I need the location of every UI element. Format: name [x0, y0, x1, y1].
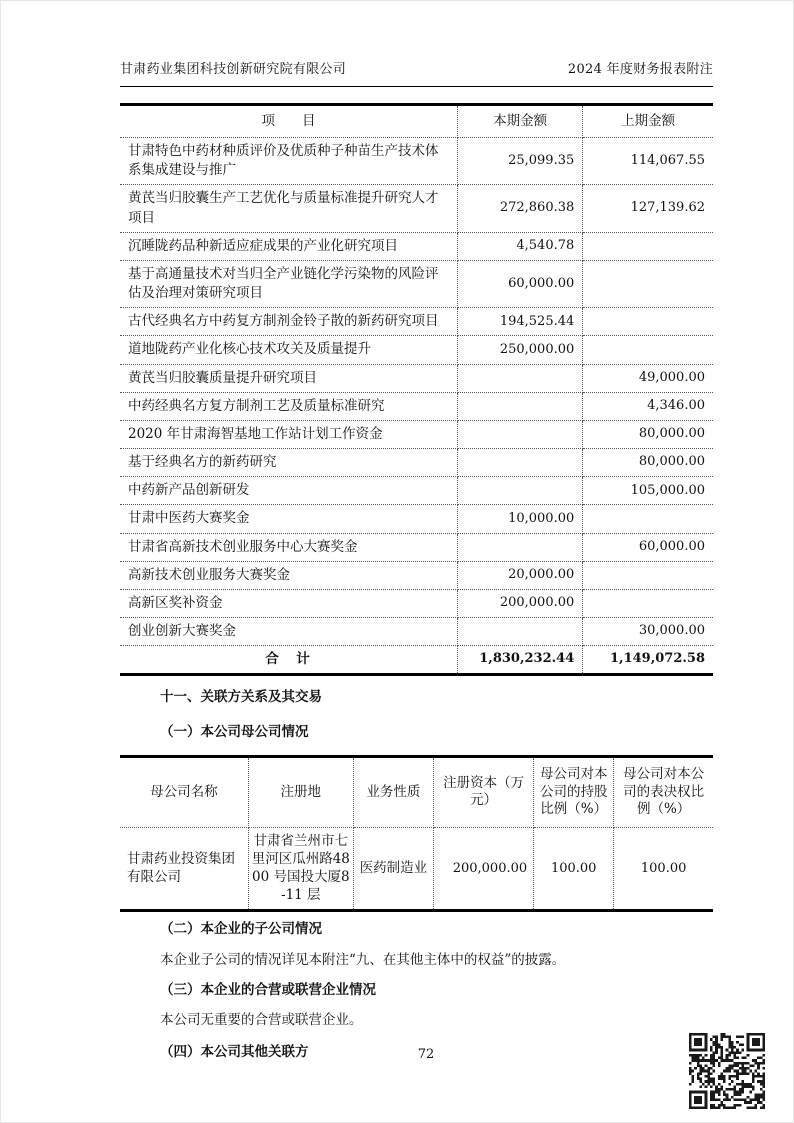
- parent-company-table: [120, 755, 713, 913]
- grant-item-cell: 高新技术创业服务大赛奖金: [120, 561, 458, 589]
- grants-header-row: [120, 105, 713, 138]
- parent-header-row: [120, 756, 713, 827]
- document-header: [120, 1, 713, 87]
- parent-capital-cell: 200,000.00: [434, 828, 534, 911]
- table-row: [120, 336, 713, 364]
- grant-current-cell: 194,525.44: [458, 308, 583, 336]
- grants-table: [120, 103, 713, 676]
- parent-name-cell: 甘肃药业投资集团有限公司: [120, 828, 248, 911]
- grant-item-cell: 高新区奖补资金: [120, 589, 458, 617]
- grant-item-cell: 道地陇药产业化核心技术攻关及质量提升: [120, 336, 458, 364]
- grant-item-cell: 沉睡陇药品种新适应症成果的产业化研究项目: [120, 232, 458, 260]
- table-row: [120, 308, 713, 336]
- table-row: [120, 617, 713, 645]
- parent-col-name: 母公司名称: [120, 756, 248, 827]
- grants-table-body: [120, 138, 713, 646]
- grant-prior-cell: [583, 308, 713, 336]
- parent-business-cell: 医药制造业: [353, 828, 433, 911]
- grant-item-cell: 甘肃特色中药材种质评价及优质种子种苗生产技术体系集成建设与推广: [120, 138, 458, 185]
- grant-prior-cell: 49,000.00: [583, 364, 713, 392]
- parent-col-capital: 注册资本（万元）: [434, 756, 534, 827]
- grant-prior-cell: 30,000.00: [583, 617, 713, 645]
- grant-prior-cell: 4,346.00: [583, 392, 713, 420]
- section-11-3-title: （三）本企业的合营或联营企业情况: [160, 981, 376, 998]
- grant-item-cell: 黄芪当归胶囊质量提升研究项目: [120, 364, 458, 392]
- table-row: [120, 138, 713, 185]
- table-row: [120, 392, 713, 420]
- grant-current-cell: 20,000.00: [458, 561, 583, 589]
- grant-item-cell: 中药经典名方复方制剂工艺及质量标准研究: [120, 392, 458, 420]
- parent-col-address: 注册地: [248, 756, 353, 827]
- grant-item-cell: 黄芪当归胶囊生产工艺优化与质量标准提升研究人才项目: [120, 185, 458, 232]
- grant-prior-cell: 80,000.00: [583, 420, 713, 448]
- table-row: [120, 232, 713, 260]
- grant-item-cell: 2020 年甘肃海智基地工作站计划工作资金: [120, 420, 458, 448]
- grant-current-cell: [458, 392, 583, 420]
- section-11-4-title: （四）本公司其他关联方: [160, 1044, 309, 1061]
- table-row: [120, 364, 713, 392]
- grants-col-current: 本期金额: [458, 105, 583, 138]
- grant-item-cell: 古代经典名方中药复方制剂金铃子散的新药研究项目: [120, 308, 458, 336]
- grant-prior-cell: 127,139.62: [583, 185, 713, 232]
- parent-shareholding-cell: 100.00: [534, 828, 614, 911]
- grants-total-row: [120, 646, 713, 675]
- qr-code-icon: [689, 1033, 765, 1109]
- table-row: [120, 185, 713, 232]
- company-name: 甘肃药业集团科技创新研究院有限公司: [120, 62, 347, 77]
- table-row: [120, 589, 713, 617]
- grants-total-prior: 1,149,072.58: [583, 646, 713, 675]
- grant-current-cell: 25,099.35: [458, 138, 583, 185]
- grant-prior-cell: 60,000.00: [583, 533, 713, 561]
- grant-current-cell: [458, 617, 583, 645]
- grant-prior-cell: 80,000.00: [583, 449, 713, 477]
- grant-prior-cell: [583, 260, 713, 307]
- grant-current-cell: 272,860.38: [458, 185, 583, 232]
- table-row: [120, 420, 713, 448]
- report-title: 2024 年度财务报表附注: [567, 62, 713, 77]
- grant-current-cell: 250,000.00: [458, 336, 583, 364]
- grant-prior-cell: [583, 589, 713, 617]
- grant-current-cell: [458, 477, 583, 505]
- grants-total-current: 1,830,232.44: [458, 646, 583, 675]
- grant-current-cell: 60,000.00: [458, 260, 583, 307]
- grant-prior-cell: [583, 336, 713, 364]
- grant-current-cell: [458, 449, 583, 477]
- grant-current-cell: [458, 533, 583, 561]
- parent-col-business: 业务性质: [353, 756, 433, 827]
- table-row: [120, 449, 713, 477]
- grant-item-cell: 基于高通量技术对当归全产业链化学污染物的风险评估及治理对策研究项目: [120, 260, 458, 307]
- section-11-2-title: （二）本企业的子公司情况: [160, 921, 322, 938]
- grant-prior-cell: [583, 505, 713, 533]
- grant-prior-cell: [583, 232, 713, 260]
- grant-prior-cell: [583, 561, 713, 589]
- grant-item-cell: 创业创新大赛奖金: [120, 617, 458, 645]
- table-row: [120, 561, 713, 589]
- grant-prior-cell: 105,000.00: [583, 477, 713, 505]
- section-11-3-text: 本公司无重要的合营或联营企业。: [160, 1012, 363, 1029]
- grant-current-cell: 10,000.00: [458, 505, 583, 533]
- grants-col-prior: 上期金额: [583, 105, 713, 138]
- parent-col-shareholding: 母公司对本公司的持股比例（%）: [534, 756, 614, 827]
- table-row: [120, 477, 713, 505]
- grant-current-cell: 4,540.78: [458, 232, 583, 260]
- section-11-2-text: 本企业子公司的情况详见本附注“九、在其他主体中的权益”的披露。: [160, 951, 566, 968]
- grants-col-item: 项 目: [120, 105, 458, 138]
- grant-item-cell: 中药新产品创新研发: [120, 477, 458, 505]
- grant-current-cell: [458, 364, 583, 392]
- table-row: [120, 260, 713, 307]
- grant-item-cell: 甘肃中医药大赛奖金: [120, 505, 458, 533]
- page-number: 72: [417, 1047, 435, 1062]
- parent-address-cell: 甘肃省兰州市七里河区瓜州路4800 号国投大厦8-11 层: [248, 828, 353, 911]
- section-11-title: 十一、关联方关系及其交易: [160, 689, 322, 706]
- table-row: [120, 505, 713, 533]
- parent-col-voting: 母公司对本公司的表决权比例（%）: [614, 756, 713, 827]
- parent-data-row: [120, 828, 713, 911]
- grant-prior-cell: 114,067.55: [583, 138, 713, 185]
- parent-voting-cell: 100.00: [614, 828, 713, 911]
- grant-item-cell: 基于经典名方的新药研究: [120, 449, 458, 477]
- grant-item-cell: 甘肃省高新技术创业服务中心大赛奖金: [120, 533, 458, 561]
- table-row: [120, 533, 713, 561]
- grant-current-cell: 200,000.00: [458, 589, 583, 617]
- grant-current-cell: [458, 420, 583, 448]
- grants-total-label: 合 计: [120, 646, 458, 675]
- section-11-1-title: （一）本公司母公司情况: [160, 723, 309, 740]
